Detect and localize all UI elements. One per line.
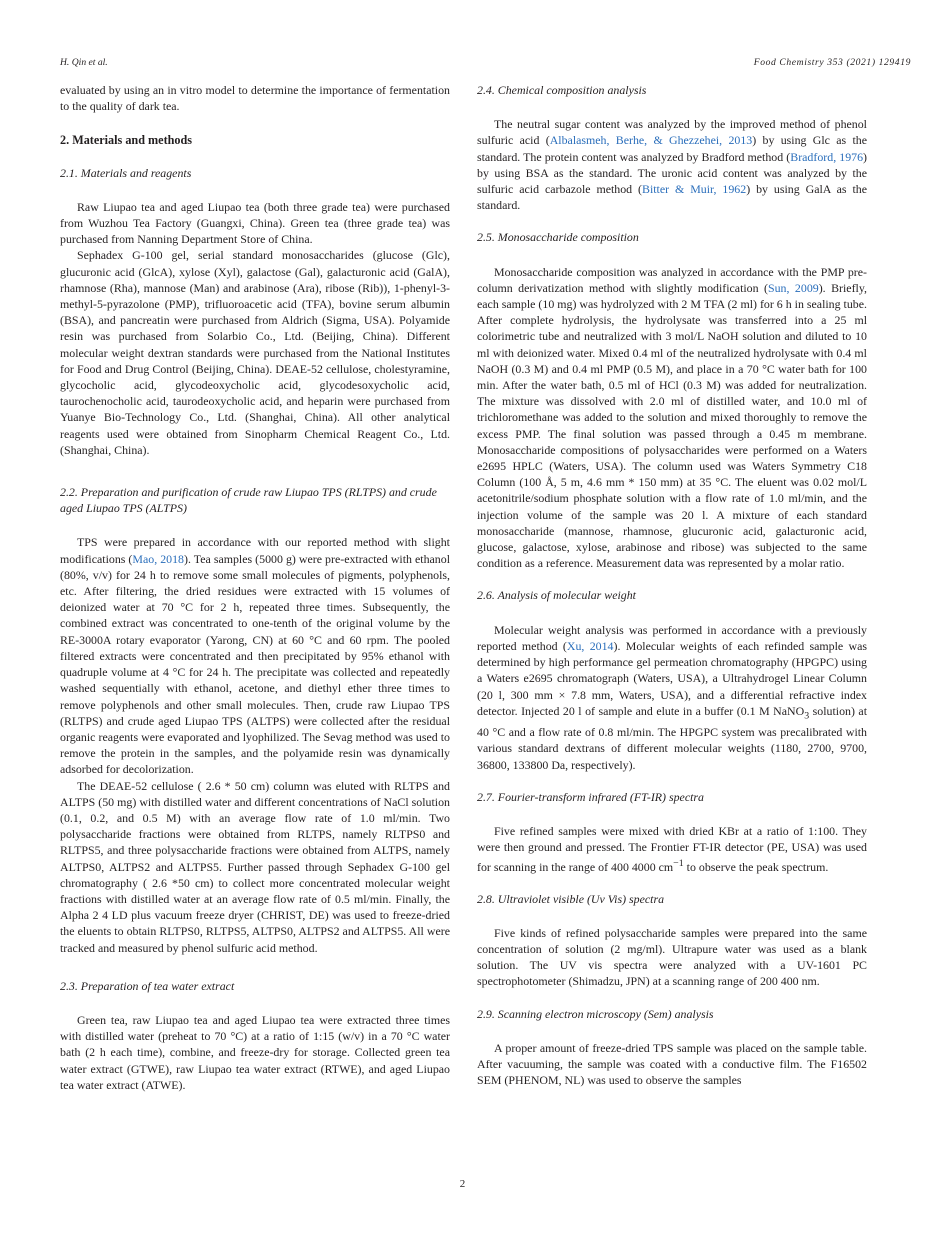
citation-bradford-1976[interactable]: Bradford, 1976 (790, 149, 864, 164)
section-2-title: 2. Materials and methods (60, 133, 193, 148)
s22-paragraph-1: TPS were prepared in accordance with our reported method with slight modifications (Mao, 2018). Tea samples (5000 g) were pre-extracted with ethanol (80%, v/v) for 24 h to remove some small molecules of pigments, polyphenols, etc. After filtering, the dried residues were extracted with 15 volumes of deionized water at 70 °C for 2 h, repeated three times. Subsequently, the combined extract was concentrated to one-tenth of the original volume by the RE-3000A rotary evaporator (Yarong, CN) at 60 °C and 60 rpm. The pooled filtered extracts were concentrated and then precipitated by 95% ethanol with quadruple volume at 4 °C for 24 h. The precipitate was collected and repeatedly washed sequentially with ethanol, acetone, and diethyl ether three times to remove polyphenols and other small molecules. Then, crude raw Liupao TPS (RLTPS) and crude aged Liupao TPS (ALTPS) were collected after the residual organic reagents were evaporated and lyophilized. The Sevag method was used to remove the protein in the samples, and the polyamide resin was dynamically adsorbed for decolorization. (60, 535, 451, 777)
citation-sun-2009[interactable]: Sun, 2009 (768, 280, 819, 295)
subsection-2-1-title: 2.1. Materials and reagents (60, 165, 192, 180)
subsection-2-2-title: 2.2. Preparation and purification of crude raw Liupao TPS (RLTPS) and crude aged Liupao TPS (ALTPS) (60, 485, 437, 516)
subsection-2-3-title: 2.3. Preparation of tea water extract (60, 978, 235, 993)
intro-tail-paragraph: evaluated by using an in vitro model to determine the importance of fermentation to the quality of dark tea. (60, 83, 450, 114)
s27-paragraph-1: Five refined samples were mixed with dried KBr at a ratio of 1:100. They were then ground and pressed. The Frontier FT-IR detector (PE, USA) was used for scanning in the range of 400 4000 $cm^{-1}$ to observe the peak spectrum. (477, 824, 867, 874)
subsection-2-4-title: 2.4. Chemical composition analysis (477, 83, 647, 97)
right-column (477, 82, 867, 1089)
subsection-2-5-title: 2.5. Monosaccharide composition (477, 230, 639, 245)
left-column (60, 82, 450, 1093)
running-header-right: Food Chemistry 353 (2021) 129419 (753, 57, 911, 68)
s21-paragraph-2: Sephadex G-100 gel, serial standard monosaccharides (glucose (Glc), glucuronic acid (GlcA), xylose (Xyl), galactose (Gal), galacturonic acid (GalA), rhamnose (Rha), mannose (Man) and arabinose (Ara), ribose (Rib)), 1-phenyl-3-methyl-5-pyrazolone (PMP), trifluoroacetic acid (TFA), bovine serum albumin (BSA), and pancreatin were purchased from Aldrich (Sigma, USA). Polyamide resin was purchased from Solarbio Co., Ltd. (Beijing, China). Different molecular weight dextran standards were purchased from the National Institutes for Food and Drug Control (Beijing, China). DEAE-52 cellulose, cholestyramine, glycocholic acid, glycodeoxycholic acid, glycodesoxycholic acid, taurochenocholic acid, taurodeoxycholic acid, and heparin were purchased from Yuanye Bio-Technology Co., Ltd. (Shanghai, China). All other analytical reagents used were obtained from Sinopharm Chemical Reagent Co., Ltd. (Shanghai, China). (60, 248, 450, 457)
citation-bitter-muir-1962[interactable]: Bitter & Muir, 1962 (642, 182, 747, 197)
s21-paragraph-1: Raw Liupao tea and aged Liupao tea (both three grade tea) were purchased from Wuzhou Tea Factory (Guangxi, China). Green tea (three grade tea) was purchased from Nanning Department Store of China. (60, 199, 450, 247)
s26-paragraph-1: Molecular weight analysis was performed in accordance with a previously reported method (Xu, 2014). Molecular weights of each refinded sample was determined by high performance gel permeation chromatography (HPGPC) using a Waters e2695 chromatograph (Waters, USA), a Ultrahydrogel Linear Column (20 l, 300 mm × 7.8 mm, Waters, USA), and a differential refractive index detector. Injected 20 l of sample and elute in a buffer (0.1 M NaNO$_3$ solution) at 40 °C and a flow rate of 0.8 ml/min. The HPGPC system was precalibrated with various standard dextrans of different molecular weights (1180, 2700, 9700, 36800, 133800 Da, respectively). (477, 622, 868, 772)
s24-paragraph-1: The neutral sugar content was analyzed by the improved method of phenol sulfuric acid (Albalasmeh, Berhe, & Ghezzehei, 2013) by using Glc as the standard. The protein content was analyzed by Bradford method (Bradford, 1976) by using BSA as the standard. The uronic acid content was analyzed by the sulfuric acid carbazole method (Bitter & Muir, 1962) by using GalA as the standard. (477, 117, 868, 213)
s25-paragraph-1: Monosaccharide composition was analyzed in accordance with the PMP pre-column derivatization method with slightly modification (Sun, 2009). Briefly, each sample (10 mg) was hydrolyzed with 2 M TFA (2 ml) for 6 h in sealing tube. After complete hydrolysis, the hydrolysate was transferred into a 25 ml colorimetric tube and neutralized with 3 mol/L NaOH solution and diluted to 10 ml with deionized water. Mixed 0.4 ml of the neutralized hydrolysate with 0.4 ml NaOH (0.3 M) and 0.4 ml PMP (0.5 M), and place in a 70 °C water bath for 100 min. After the water bath, 0.5 ml of HCl (0.3 M) was added for neutralization. The mixture was dissolved with 2.0 ml of distilled water, and 10.0 ml of trichloromethane was added to the solution and mixed thoroughly to remove the excess PMP. The final solution was passed through a 0.45 m membrane. Monosaccharide compositions of polysaccharides were performed on a Waters e2695 HPLC (Waters, USA). The column used was Waters Symmetry C18 Column (100 Å, 5 m, 4.6 mm * 150 mm) at 35 °C. The eluent was 0.02 mol/L acetonitrile/sodium phosphate solution with a flow rate of 1.0 ml/min, and the injection volume of the sample was 20 l. A mixture of each standard monosaccharide (mannose, rhamnose, glucuronic acid, galacturonic acid, glucose, galactose, xylose, arabinose and ribose) was subjected to the same condition as a reference. Measurement data was represented by a molar ratio. (477, 264, 867, 571)
running-header-left: H. Qin et al. (60, 57, 108, 68)
page-number: 2 (459, 1178, 466, 1190)
s22-paragraph-2: The DEAE-52 cellulose ( 2.6 * 50 cm) column was eluted with RLTPS and ALTPS (50 mg) with distilled water and different concentrations of NaCl solution (0.1, 0.2, and 0.5 M) with an average flow rate of 1.0 ml/min. Two polysaccharide fractions were obtained from RLTPS, namely RLTPS0 and RLTPS5, and three polysaccharide fractions were obtained from ALTPS, namely ALTPS0, ALTPS2 and ALTPS5. Further passed through Sephadex G-100 gel chromatography ( 2.6 *50 cm) to collect more concentrated molecular weight fractions with distilled water at an average flow rate of 0.5 ml/min. Finally, the Alpha 2 4 LD plus vacuum freeze dryer (CHRIST, DE) was used to freeze-dried the eluents to obtain RLTPS0, RLTPS5, ALTPS0, ALTPS2 and ALTPS5. All were tracked and measured by phenol sulfuric acid method. (60, 778, 450, 955)
citation-xu-2014[interactable]: Xu, 2014 (566, 638, 614, 653)
s23-paragraph-1: Green tea, raw Liupao tea and aged Liupao tea were extracted three times with distilled water (preheat to 70 °C) at a ratio of 1:15 (w/v) in a 70 °C water bath (2 h each time), combine, and freeze-dry for storage. Collected green tea water extract (GTWE), raw Liupao tea water extract (RTWE), and aged Liupao tea water extract (ATWE). (60, 1012, 450, 1092)
s29-paragraph-1: A proper amount of freeze-dried TPS sample was placed on the sample table. After vacuuming, the sample was coated with a conductive film. The F16502 SEM (PHENOM, NL) was used to observe the samples (477, 1040, 867, 1088)
citation-mao-2018[interactable]: Mao, 2018 (132, 551, 185, 566)
subsection-2-9-title: 2.9. Scanning electron microscopy (Sem) analysis (477, 1006, 714, 1021)
citation-albalasmeh-2013[interactable]: Albalasmeh, Berhe, & Ghezzehei, 2013 (549, 133, 753, 148)
subsection-2-7-title: 2.7. Fourier-transform infrared (FT-IR) spectra (477, 789, 704, 804)
s28-paragraph-1: Five kinds of refined polysaccharide samples were prepared into the same concentration of solution (2 mg/ml). Ultrapure water was used as a blank solution. The UV vis spectra were analyzed with a UV-1601 PC spectrophotometer (Shimadzu, JPN) at a scanning range of 200 400 nm. (477, 925, 867, 989)
subsection-2-8-title: 2.8. Ultraviolet visible (Uv Vis) spectra (477, 891, 665, 906)
subsection-2-6-title: 2.6. Analysis of molecular weight (477, 588, 636, 603)
